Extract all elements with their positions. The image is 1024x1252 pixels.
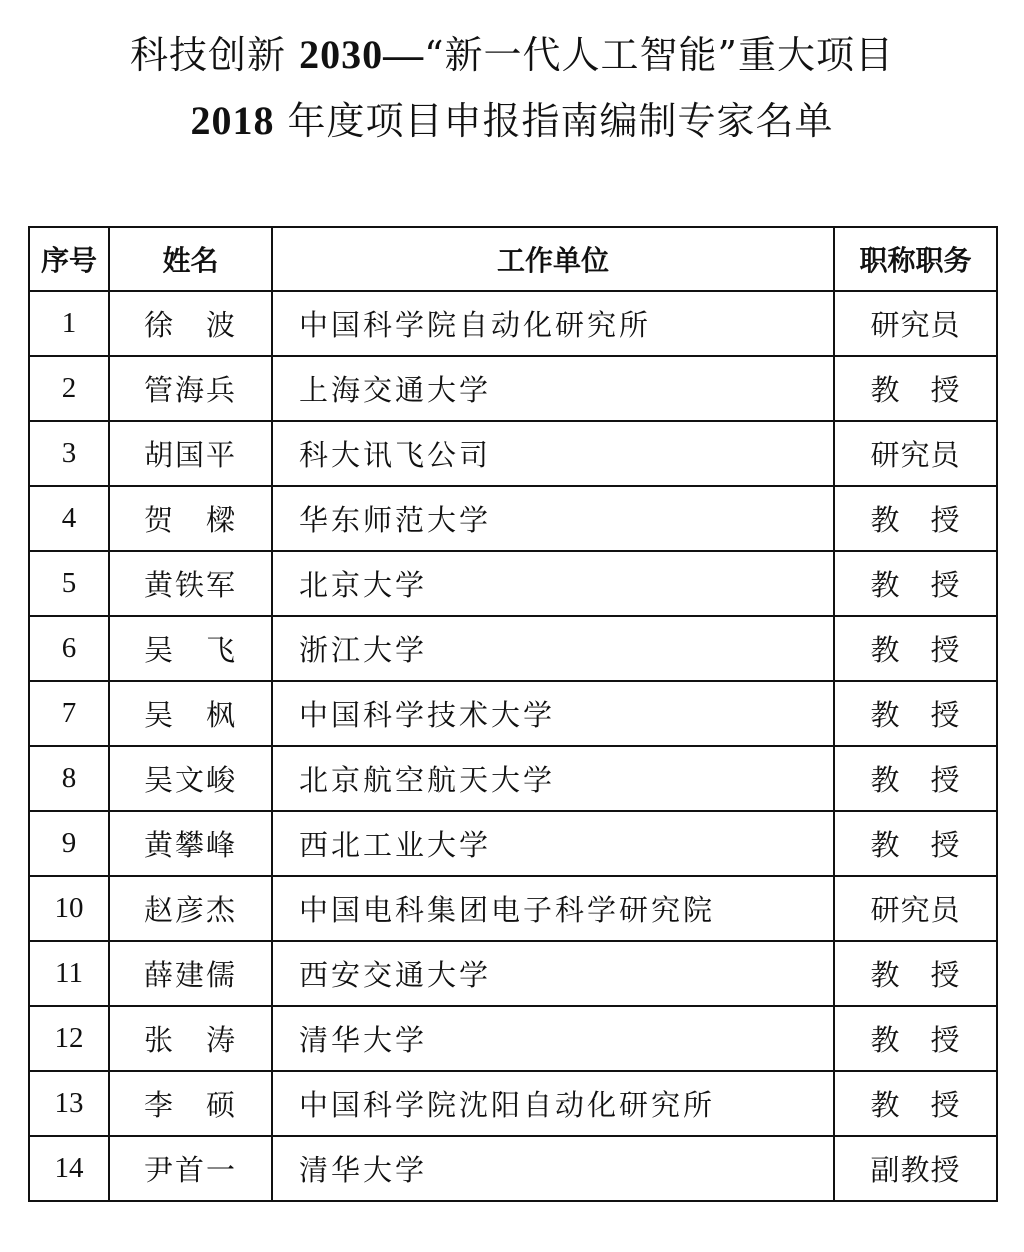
row-name: 吴 飞 [109,616,272,681]
row-position: 副教授 [834,1136,997,1201]
row-position: 教 授 [834,551,997,616]
row-organization: 浙江大学 [272,616,834,681]
title-line-2-suffix: 年度项目申报指南编制专家名单 [274,99,834,143]
row-index: 14 [29,1136,109,1201]
table-body [29,291,997,1201]
row-name: 薛建儒 [109,941,272,1006]
row-index: 8 [29,746,109,811]
table-row [29,291,997,356]
row-index: 4 [29,486,109,551]
table-row [29,551,997,616]
title-line-1-prefix: 科技创新 [130,33,300,77]
row-name: 贺 樑 [109,486,272,551]
row-organization: 中国科学院沈阳自动化研究所 [272,1071,834,1136]
row-name: 李 硕 [109,1071,272,1136]
row-name: 吴文峻 [109,746,272,811]
row-position: 教 授 [834,486,997,551]
row-position: 教 授 [834,616,997,681]
row-organization: 华东师范大学 [272,486,834,551]
row-index: 1 [29,291,109,356]
header-name: 姓名 [109,227,272,291]
row-organization: 科大讯飞公司 [272,421,834,486]
row-index: 6 [29,616,109,681]
table-row [29,616,997,681]
row-organization: 中国电科集团电子科学研究院 [272,876,834,941]
row-name: 尹首一 [109,1136,272,1201]
header-organization: 工作单位 [272,227,834,291]
table-row [29,811,997,876]
row-name: 吴 枫 [109,681,272,746]
row-index: 13 [29,1071,109,1136]
table-header-row [29,227,997,291]
row-index: 2 [29,356,109,421]
title-line-2-bold: 2018 [190,98,275,143]
row-organization: 西北工业大学 [272,811,834,876]
row-organization: 北京大学 [272,551,834,616]
table-row [29,876,997,941]
title-line-1-bold: 2030— [299,32,425,77]
expert-list-table [28,226,998,1202]
document-title [0,22,1024,154]
row-organization: 西安交通大学 [272,941,834,1006]
row-position: 教 授 [834,941,997,1006]
row-name: 赵彦杰 [109,876,272,941]
row-index: 7 [29,681,109,746]
row-position: 教 授 [834,1006,997,1071]
row-name: 管海兵 [109,356,272,421]
table-row [29,1071,997,1136]
table-row [29,746,997,811]
table-row [29,941,997,1006]
row-organization: 北京航空航天大学 [272,746,834,811]
row-index: 12 [29,1006,109,1071]
row-name: 张 涛 [109,1006,272,1071]
row-position: 教 授 [834,811,997,876]
expert-table-wrapper [28,226,998,1202]
title-line-2 [0,88,1024,154]
row-position: 教 授 [834,1071,997,1136]
table-row [29,1136,997,1201]
row-organization: 中国科学技术大学 [272,681,834,746]
title-line-1-suffix: “新一代人工智能”重大项目 [424,33,894,77]
row-position: 研究员 [834,876,997,941]
row-position: 教 授 [834,746,997,811]
row-position: 教 授 [834,356,997,421]
table-row [29,681,997,746]
row-index: 11 [29,941,109,1006]
row-index: 5 [29,551,109,616]
header-index: 序号 [29,227,109,291]
row-organization: 上海交通大学 [272,356,834,421]
row-organization: 清华大学 [272,1006,834,1071]
row-position: 教 授 [834,681,997,746]
row-index: 9 [29,811,109,876]
row-index: 10 [29,876,109,941]
row-organization: 中国科学院自动化研究所 [272,291,834,356]
row-name: 徐 波 [109,291,272,356]
table-row [29,421,997,486]
row-name: 黄攀峰 [109,811,272,876]
row-name: 胡国平 [109,421,272,486]
table-row [29,356,997,421]
table-row [29,1006,997,1071]
row-organization: 清华大学 [272,1136,834,1201]
row-position: 研究员 [834,421,997,486]
title-line-1 [0,22,1024,88]
row-position: 研究员 [834,291,997,356]
header-position: 职称职务 [834,227,997,291]
row-name: 黄铁军 [109,551,272,616]
row-index: 3 [29,421,109,486]
table-row [29,486,997,551]
